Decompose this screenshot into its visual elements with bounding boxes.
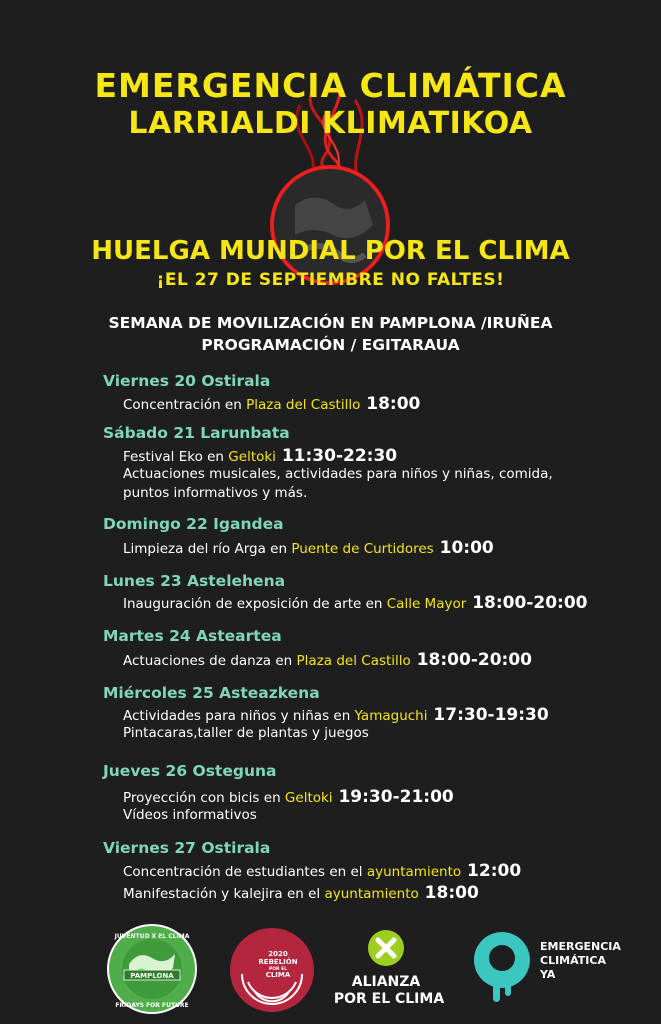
logo-text: JUVENTUD X EL CLIMA — [114, 933, 190, 940]
event-note: Actuaciones musicales, actividades para niños y niñas, comida, — [123, 466, 553, 482]
event-line: Festival Eko en Geltoki 11:30-22:30 — [123, 446, 398, 466]
logo-text: REBELIÓN — [258, 958, 298, 966]
logo-text: YA — [540, 968, 556, 981]
event-place: Puente de Curtidores — [291, 541, 434, 557]
day-heading: Viernes 20 Ostirala — [103, 372, 271, 390]
event-place: ayuntamiento — [366, 864, 462, 880]
event-time: 12:00 — [461, 861, 522, 881]
logo-text: 2020 — [268, 950, 288, 958]
logo-text: CLIMÁTICA — [540, 954, 606, 967]
day-heading: Jueves 26 Osteguna — [103, 762, 277, 780]
program-title: PROGRAMACIÓN / EGITARAUA — [201, 336, 460, 354]
event-place: Geltoki — [228, 449, 276, 465]
event-place: Geltoki — [284, 790, 333, 806]
day-heading: Miércoles 25 Asteazkena — [103, 684, 320, 702]
event-time: 11:30-22:30 — [275, 446, 398, 466]
event-line: Inauguración de exposición de arte en Calle Mayor 18:00-20:00 — [123, 593, 588, 613]
rebelion-por-el-clima-logo — [228, 926, 316, 1014]
event-time: 19:30-21:00 — [332, 787, 454, 807]
day-heading: Domingo 22 Igandea — [103, 515, 284, 533]
week-title: SEMANA DE MOVILIZACIÓN EN PAMPLONA /IRUÑEA — [108, 314, 553, 332]
event-time: 18:00-20:00 — [410, 650, 533, 670]
event-place: ayuntamiento — [324, 886, 419, 902]
event-note: Vídeos informativos — [123, 807, 257, 823]
event-place: Plaza del Castillo — [296, 653, 411, 669]
event-line: Actividades para niños y niñas en Yamaguchi 17:30-19:30 — [123, 705, 549, 725]
event-line: Actuaciones de danza en Plaza del Castillo 18:00-20:00 — [123, 650, 533, 670]
event-time: 10:00 — [433, 538, 494, 558]
logo-text: PAMPLONA — [130, 972, 174, 980]
event-place: Calle Mayor — [386, 596, 467, 612]
event-place: Yamaguchi — [354, 708, 428, 724]
tagline: ¡EL 27 DE SEPTIEMBRE NO FALTES! — [156, 270, 505, 290]
event-place: Plaza del Castillo — [246, 397, 361, 413]
title-eu: LARRIALDI KLIMATIKOA — [128, 106, 533, 141]
day-heading: Sábado 21 Larunbata — [103, 424, 290, 442]
event-line: Manifestación y kalejira en el ayuntamiento 18:00 — [123, 883, 479, 903]
event-time: 18:00 — [360, 394, 421, 414]
event-note: puntos informativos y más. — [123, 485, 308, 501]
event-line: Proyección con bicis en Geltoki 19:30-21:00 — [123, 787, 454, 807]
event-line: Concentración en Plaza del Castillo 18:00 — [123, 394, 421, 414]
strike-title: HUELGA MUNDIAL POR EL CLIMA — [91, 236, 570, 266]
emergencia-climatica-ya-logo — [472, 928, 622, 1006]
day-heading: Viernes 27 Ostirala — [103, 839, 271, 857]
alianza-por-el-clima-logo — [330, 928, 452, 1012]
logo-text: EMERGENCIA — [540, 940, 621, 953]
event-note: Pintacaras,taller de plantas y juegos — [123, 725, 369, 741]
logo-text: CLIMA — [265, 971, 291, 979]
day-heading: Martes 24 Asteartea — [103, 627, 282, 645]
logo-text: ALIANZA — [351, 974, 421, 990]
day-heading: Lunes 23 Astelehena — [103, 572, 286, 590]
event-time: 18:00-20:00 — [466, 593, 588, 613]
logo-text: POR EL — [268, 967, 288, 972]
event-time: 17:30-19:30 — [427, 705, 549, 725]
logo-text: FRIDAYS FOR FUTURE — [115, 1002, 189, 1009]
event-time: 18:00 — [418, 883, 479, 903]
event-line: Limpieza del río Arga en Puente de Curtidores 10:00 — [123, 538, 494, 558]
logo-text: POR EL CLIMA — [333, 991, 445, 1007]
fridays-for-future-logo — [107, 924, 197, 1014]
event-line: Concentración de estudiantes en el ayuntamiento 12:00 — [123, 861, 522, 881]
title-es: EMERGENCIA CLIMÁTICA — [94, 66, 567, 105]
